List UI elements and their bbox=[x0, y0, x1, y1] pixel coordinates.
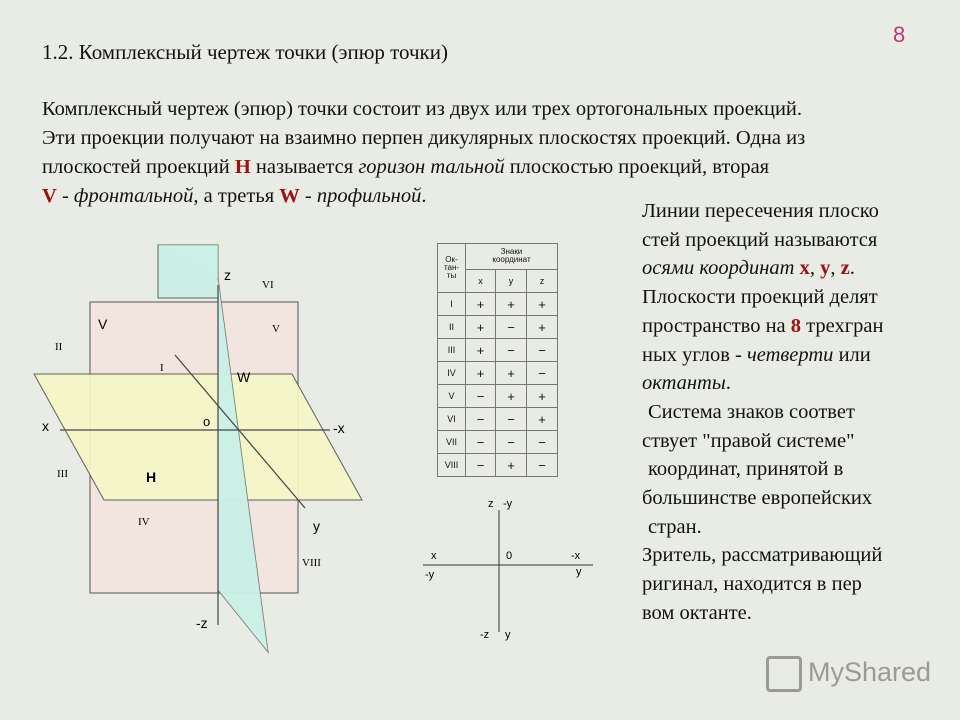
right-line: вом октанте. bbox=[642, 601, 752, 624]
label-neg-y-top: -y bbox=[503, 498, 513, 510]
right-line bbox=[642, 369, 942, 398]
octants-header bbox=[438, 244, 466, 293]
axis-x-term: x bbox=[799, 257, 810, 280]
label-y: y bbox=[313, 518, 320, 534]
right-line: Система знаков соответ bbox=[648, 400, 855, 423]
octant-name: VI bbox=[438, 408, 466, 431]
octant-name: III bbox=[438, 339, 466, 362]
sep: . bbox=[849, 257, 855, 280]
right-text: или bbox=[833, 343, 871, 366]
octant-row bbox=[438, 408, 558, 431]
right-line bbox=[642, 341, 942, 370]
octant-row bbox=[438, 293, 558, 316]
label-x: x bbox=[42, 418, 49, 434]
label-octant-ii: II bbox=[55, 341, 63, 353]
para-text: - bbox=[56, 185, 74, 207]
octants-term: октанты bbox=[642, 372, 726, 395]
axis-header-x: x bbox=[466, 269, 496, 292]
right-line: ствует "правой системе" bbox=[642, 429, 855, 452]
label-octant-viii: VIII bbox=[302, 557, 321, 569]
header-line: тан- bbox=[443, 263, 460, 272]
watermark-text: MyShared bbox=[808, 657, 932, 688]
octant-name: VII bbox=[438, 431, 466, 454]
sign-y: − bbox=[496, 431, 527, 454]
header-line: ты bbox=[446, 271, 457, 280]
octant-name: VIII bbox=[438, 454, 466, 477]
label-neg-x: -x bbox=[333, 420, 345, 436]
sign-y: − bbox=[496, 316, 527, 339]
label-neg-y-left: -y bbox=[425, 569, 435, 581]
right-line: Плоскости проекций делят bbox=[642, 286, 878, 309]
right-line bbox=[642, 254, 942, 283]
axis-z-term: z bbox=[840, 257, 850, 280]
axis-y-term: y bbox=[820, 257, 831, 280]
octant-row bbox=[438, 385, 558, 408]
para-line-2: Эти проекции получают на взаимно перпен дикулярных плоскостях проекций. Одна из bbox=[42, 127, 806, 149]
label-octant-iv: IV bbox=[138, 516, 150, 528]
watermark bbox=[766, 656, 931, 692]
octant-name: V bbox=[438, 385, 466, 408]
page-number: 8 bbox=[893, 22, 906, 47]
label-z: z bbox=[224, 267, 231, 283]
octant-row bbox=[438, 339, 558, 362]
label-zero: 0 bbox=[506, 550, 513, 562]
octant-row bbox=[438, 431, 558, 454]
plane-h bbox=[34, 374, 362, 500]
sign-z: − bbox=[527, 431, 558, 454]
octant-row bbox=[438, 454, 558, 477]
sign-x: − bbox=[466, 431, 496, 454]
label-y-bottom: y bbox=[505, 629, 511, 641]
axes-term: осями координат bbox=[642, 257, 800, 280]
sign-z: − bbox=[527, 454, 558, 477]
para-text: называется bbox=[250, 156, 359, 178]
label-neg-x-right: -x bbox=[571, 550, 581, 562]
sep: , bbox=[809, 257, 821, 280]
eight-term: 8 bbox=[790, 314, 802, 337]
label-plane-v: V bbox=[98, 316, 108, 332]
sign-z: + bbox=[527, 293, 558, 316]
plane-axes-diagram bbox=[415, 492, 605, 647]
sign-y: + bbox=[496, 385, 527, 408]
octant-name: IV bbox=[438, 362, 466, 385]
sign-y: − bbox=[496, 339, 527, 362]
signs-table bbox=[437, 243, 558, 477]
sign-z: − bbox=[527, 339, 558, 362]
plane-v-term: V bbox=[42, 185, 57, 207]
header-line: Знаки bbox=[500, 247, 523, 257]
octant-name: I bbox=[438, 293, 466, 316]
quarters-term: четверти bbox=[746, 343, 834, 366]
para-text: , а третья bbox=[193, 185, 280, 207]
right-line: ригинал, находится в пер bbox=[642, 573, 862, 596]
octant-signs-table bbox=[437, 243, 558, 477]
octant-rows bbox=[438, 293, 558, 477]
para-line-1: Комплексный чертеж (эпюр) точки состоит из двух или трех ортогональных проекций. bbox=[42, 98, 803, 120]
signs-header bbox=[466, 244, 558, 270]
right-text: трехгран bbox=[801, 314, 884, 337]
label-octant-vi: VI bbox=[262, 279, 274, 291]
profile-term: профильной bbox=[316, 185, 422, 207]
label-octant-v: V bbox=[272, 323, 280, 335]
plane-h-term: H bbox=[234, 156, 251, 178]
projection-planes-diagram bbox=[0, 230, 420, 660]
right-line: Линии пересечения плоско bbox=[642, 200, 879, 222]
frontal-term: фронтальной bbox=[73, 185, 194, 207]
right-line: большинстве европейских bbox=[642, 487, 873, 510]
sign-y: − bbox=[496, 408, 527, 431]
label-neg-z: -z bbox=[196, 615, 208, 631]
sign-x: − bbox=[466, 454, 496, 477]
header-line: Ок- bbox=[445, 255, 458, 264]
para-text: . bbox=[421, 185, 427, 207]
sign-z: + bbox=[527, 385, 558, 408]
label-plane-w: W bbox=[237, 369, 251, 385]
octant-row bbox=[438, 316, 558, 339]
sign-x: − bbox=[466, 385, 496, 408]
sign-z: + bbox=[527, 316, 558, 339]
right-line: координат, принятой в bbox=[648, 458, 844, 481]
axis-header-y: y bbox=[496, 269, 527, 292]
para-text: плоскостью проекций, вторая bbox=[504, 156, 770, 178]
presentation-icon bbox=[766, 656, 802, 692]
label-neg-z-bottom: -z bbox=[480, 629, 490, 641]
octant-name: II bbox=[438, 316, 466, 339]
right-line: стран. bbox=[648, 515, 702, 538]
para-text: плоскостей проекций bbox=[42, 156, 235, 178]
right-text: ных углов - bbox=[642, 343, 747, 366]
label-origin: o bbox=[203, 414, 211, 429]
label-plane-h: H bbox=[146, 469, 157, 485]
label-y-right: y bbox=[576, 566, 582, 578]
right-line: стей проекций называются bbox=[642, 228, 878, 251]
sign-x: + bbox=[466, 293, 496, 316]
para-line-3 bbox=[42, 153, 942, 182]
sign-x: − bbox=[466, 408, 496, 431]
horizontal-term: горизон тальной bbox=[358, 156, 505, 178]
right-column-text bbox=[642, 197, 942, 628]
label-x-left: x bbox=[431, 550, 437, 562]
octant-row bbox=[438, 362, 558, 385]
label-octant-iii: III bbox=[57, 468, 68, 480]
sign-z: − bbox=[527, 362, 558, 385]
intro-paragraph bbox=[42, 95, 942, 211]
plane-w-term: W bbox=[279, 185, 300, 207]
sign-y: + bbox=[496, 362, 527, 385]
page-title: 1.2. Комплексный чертеж точки (эпюр точки) bbox=[42, 40, 448, 64]
sign-z: + bbox=[527, 408, 558, 431]
axis-header-z: z bbox=[527, 269, 558, 292]
sign-x: + bbox=[466, 362, 496, 385]
para-text: - bbox=[299, 185, 317, 207]
right-text: пространство на bbox=[642, 314, 791, 337]
sign-y: + bbox=[496, 454, 527, 477]
label-z-top: z bbox=[488, 498, 494, 510]
sign-x: + bbox=[466, 339, 496, 362]
right-line bbox=[642, 312, 942, 341]
right-text: . bbox=[725, 372, 731, 395]
right-line: Зритель, рассматривающий bbox=[642, 544, 883, 567]
sign-y: + bbox=[496, 293, 527, 316]
sign-x: + bbox=[466, 316, 496, 339]
label-octant-i: I bbox=[160, 362, 164, 374]
sep: , bbox=[830, 257, 841, 280]
header-line: координат bbox=[492, 255, 531, 265]
